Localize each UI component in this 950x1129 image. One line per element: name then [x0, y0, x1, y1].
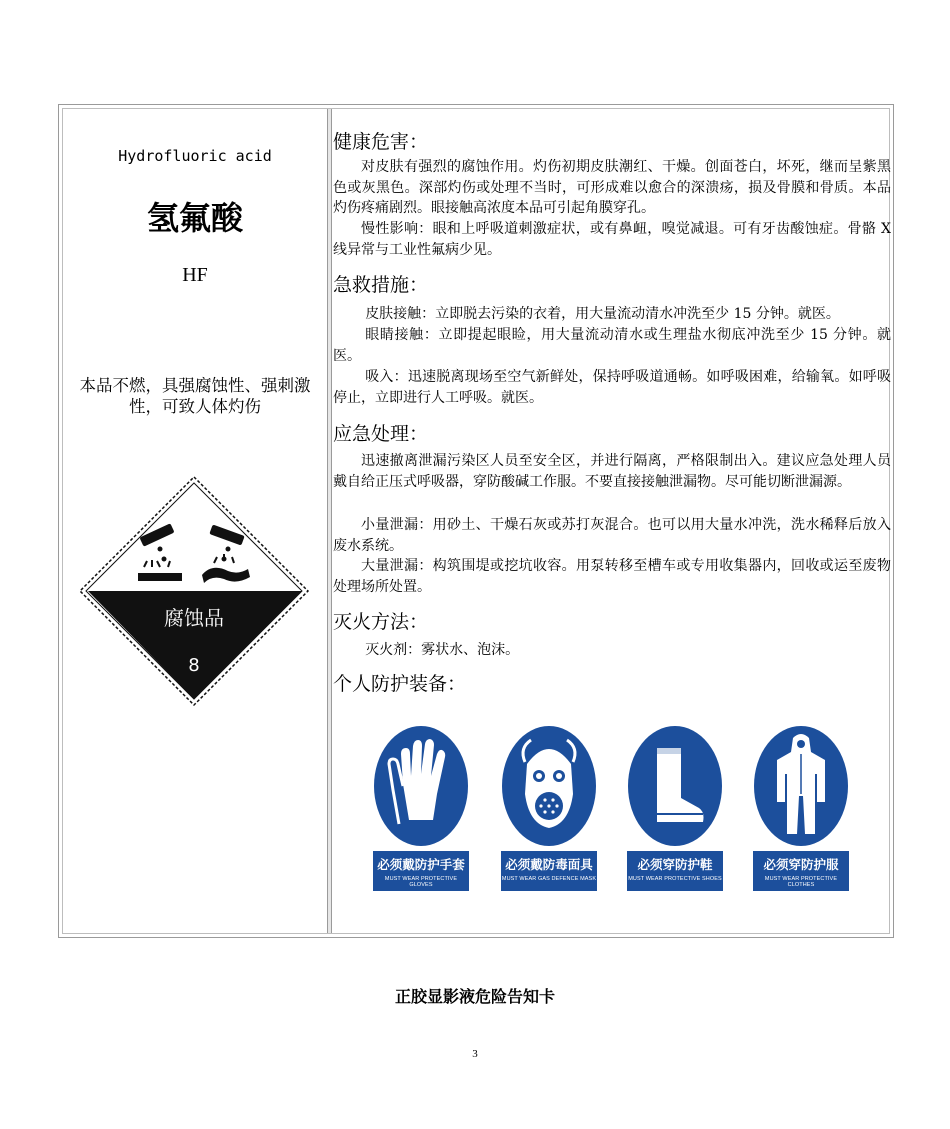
ppe-sign-gloves-en: MUST WEAR PROTECTIVE GLOVES	[384, 876, 458, 888]
gloves-icon	[373, 724, 469, 849]
health-hazard-title: 健康危害：	[333, 131, 429, 153]
ppe-sign-shoes-en: MUST WEAR PROTECTIVE SHOES	[628, 876, 722, 882]
emergency-title: 应急处理：	[333, 423, 429, 445]
emergency-text: 迅速撤离泄漏污染区人员至安全区，并进行隔离，严格限制出入。建议应急处理人员戴自给正压式呼吸器，穿防酸碱工作服。不要直接接触泄漏物。尽可能切断泄漏源。	[333, 453, 891, 490]
protective-suit-icon	[753, 724, 849, 849]
ppe-sign-clothes-cn: 必须穿防护服	[763, 857, 839, 872]
corrosive-pictogram-icon	[78, 475, 310, 707]
inhalation-text: 吸入：迅速脱离现场至空气新鲜处，保持呼吸道通畅。如呼吸困难，给输氧。如呼吸停止，立即进行人工呼吸。就医。	[333, 369, 891, 406]
ppe-sign-clothes	[753, 724, 849, 909]
ppe-sign-gloves-cn: 必须戴防护手套	[377, 857, 465, 872]
ppe-signs	[373, 724, 853, 914]
small-leak-text: 小量泄漏：用砂土、干燥石灰或苏打灰混合。也可以用大量水冲洗，洗水稀释后放入废水系统。	[333, 517, 891, 554]
hazard-card-inner	[62, 108, 890, 934]
ppe-sign-shoes-cn: 必须穿防护鞋	[637, 857, 713, 872]
ppe-sign-clothes-en: MUST WEAR PROTECTIVE CLOTHES	[764, 876, 838, 888]
pictogram-class: 8	[188, 655, 200, 676]
pictogram-label: 腐蚀品	[164, 606, 224, 630]
gas-mask-icon	[501, 724, 597, 849]
ppe-sign-gas-mask-en: MUST WEAR GAS DEFENCE MASK	[501, 876, 597, 882]
fire-fighting-title: 灭火方法：	[333, 611, 429, 633]
column-divider	[327, 109, 332, 933]
hazard-card	[58, 104, 894, 938]
hazard-summary: 本品不燃，具强腐蚀性、强刺激性，可致人体灼伤	[79, 376, 311, 416]
boot-icon	[627, 724, 723, 849]
ppe-sign-shoes-label	[627, 851, 723, 891]
skin-contact-text: 皮肤接触：立即脱去污染的衣着，用大量流动清水冲洗至少 15 分钟。就医。	[365, 306, 840, 322]
extinguisher-text: 灭火剂：雾状水、泡沫。	[365, 642, 520, 658]
ppe-sign-gas-mask	[501, 724, 597, 909]
card-title: 正胶显影液危险告知卡	[394, 987, 555, 1006]
chemical-formula: HF	[182, 264, 208, 286]
chemical-identity-panel	[63, 109, 327, 933]
ppe-sign-gas-mask-cn: 必须戴防毒面具	[505, 857, 593, 872]
eye-contact-text: 眼睛接触：立即提起眼睑，用大量流动清水或生理盐水彻底冲洗至少 15 分钟。就医。	[333, 327, 891, 364]
health-hazard-text: 对皮肤有强烈的腐蚀作用。灼伤初期皮肤潮红、干燥。创面苍白，坏死，继而呈紫黑色或灰黑色。深部灼伤或处理不当时，可形成难以愈合的深溃疡，损及骨膜和骨质。本品灼伤疼痛剧烈。眼接触高浓度本品可引起角膜穿孔。	[333, 159, 891, 216]
ppe-sign-gloves-label	[373, 851, 469, 891]
hazard-info-panel	[333, 109, 893, 933]
chinese-name: 氢氟酸	[146, 199, 243, 237]
page-number: 3	[472, 1048, 478, 1060]
ppe-sign-gloves	[373, 724, 469, 909]
ppe-sign-gas-mask-label	[501, 851, 597, 891]
chronic-effect-text: 慢性影响：眼和上呼吸道刺激症状，或有鼻衄，嗅觉减退。可有牙齿酸蚀症。骨骼 X 线异常与工业性氟病少见。	[333, 221, 891, 258]
first-aid-title: 急救措施：	[333, 274, 429, 296]
english-name: Hydrofluoric acid	[118, 147, 272, 165]
large-leak-text: 大量泄漏：构筑围堤或挖坑收容。用泵转移至槽车或专用收集器内，回收或运至废物处理场所处置。	[333, 558, 891, 595]
ppe-sign-clothes-label	[753, 851, 849, 891]
ppe-title: 个人防护装备：	[333, 673, 467, 695]
ppe-sign-shoes	[627, 724, 723, 909]
